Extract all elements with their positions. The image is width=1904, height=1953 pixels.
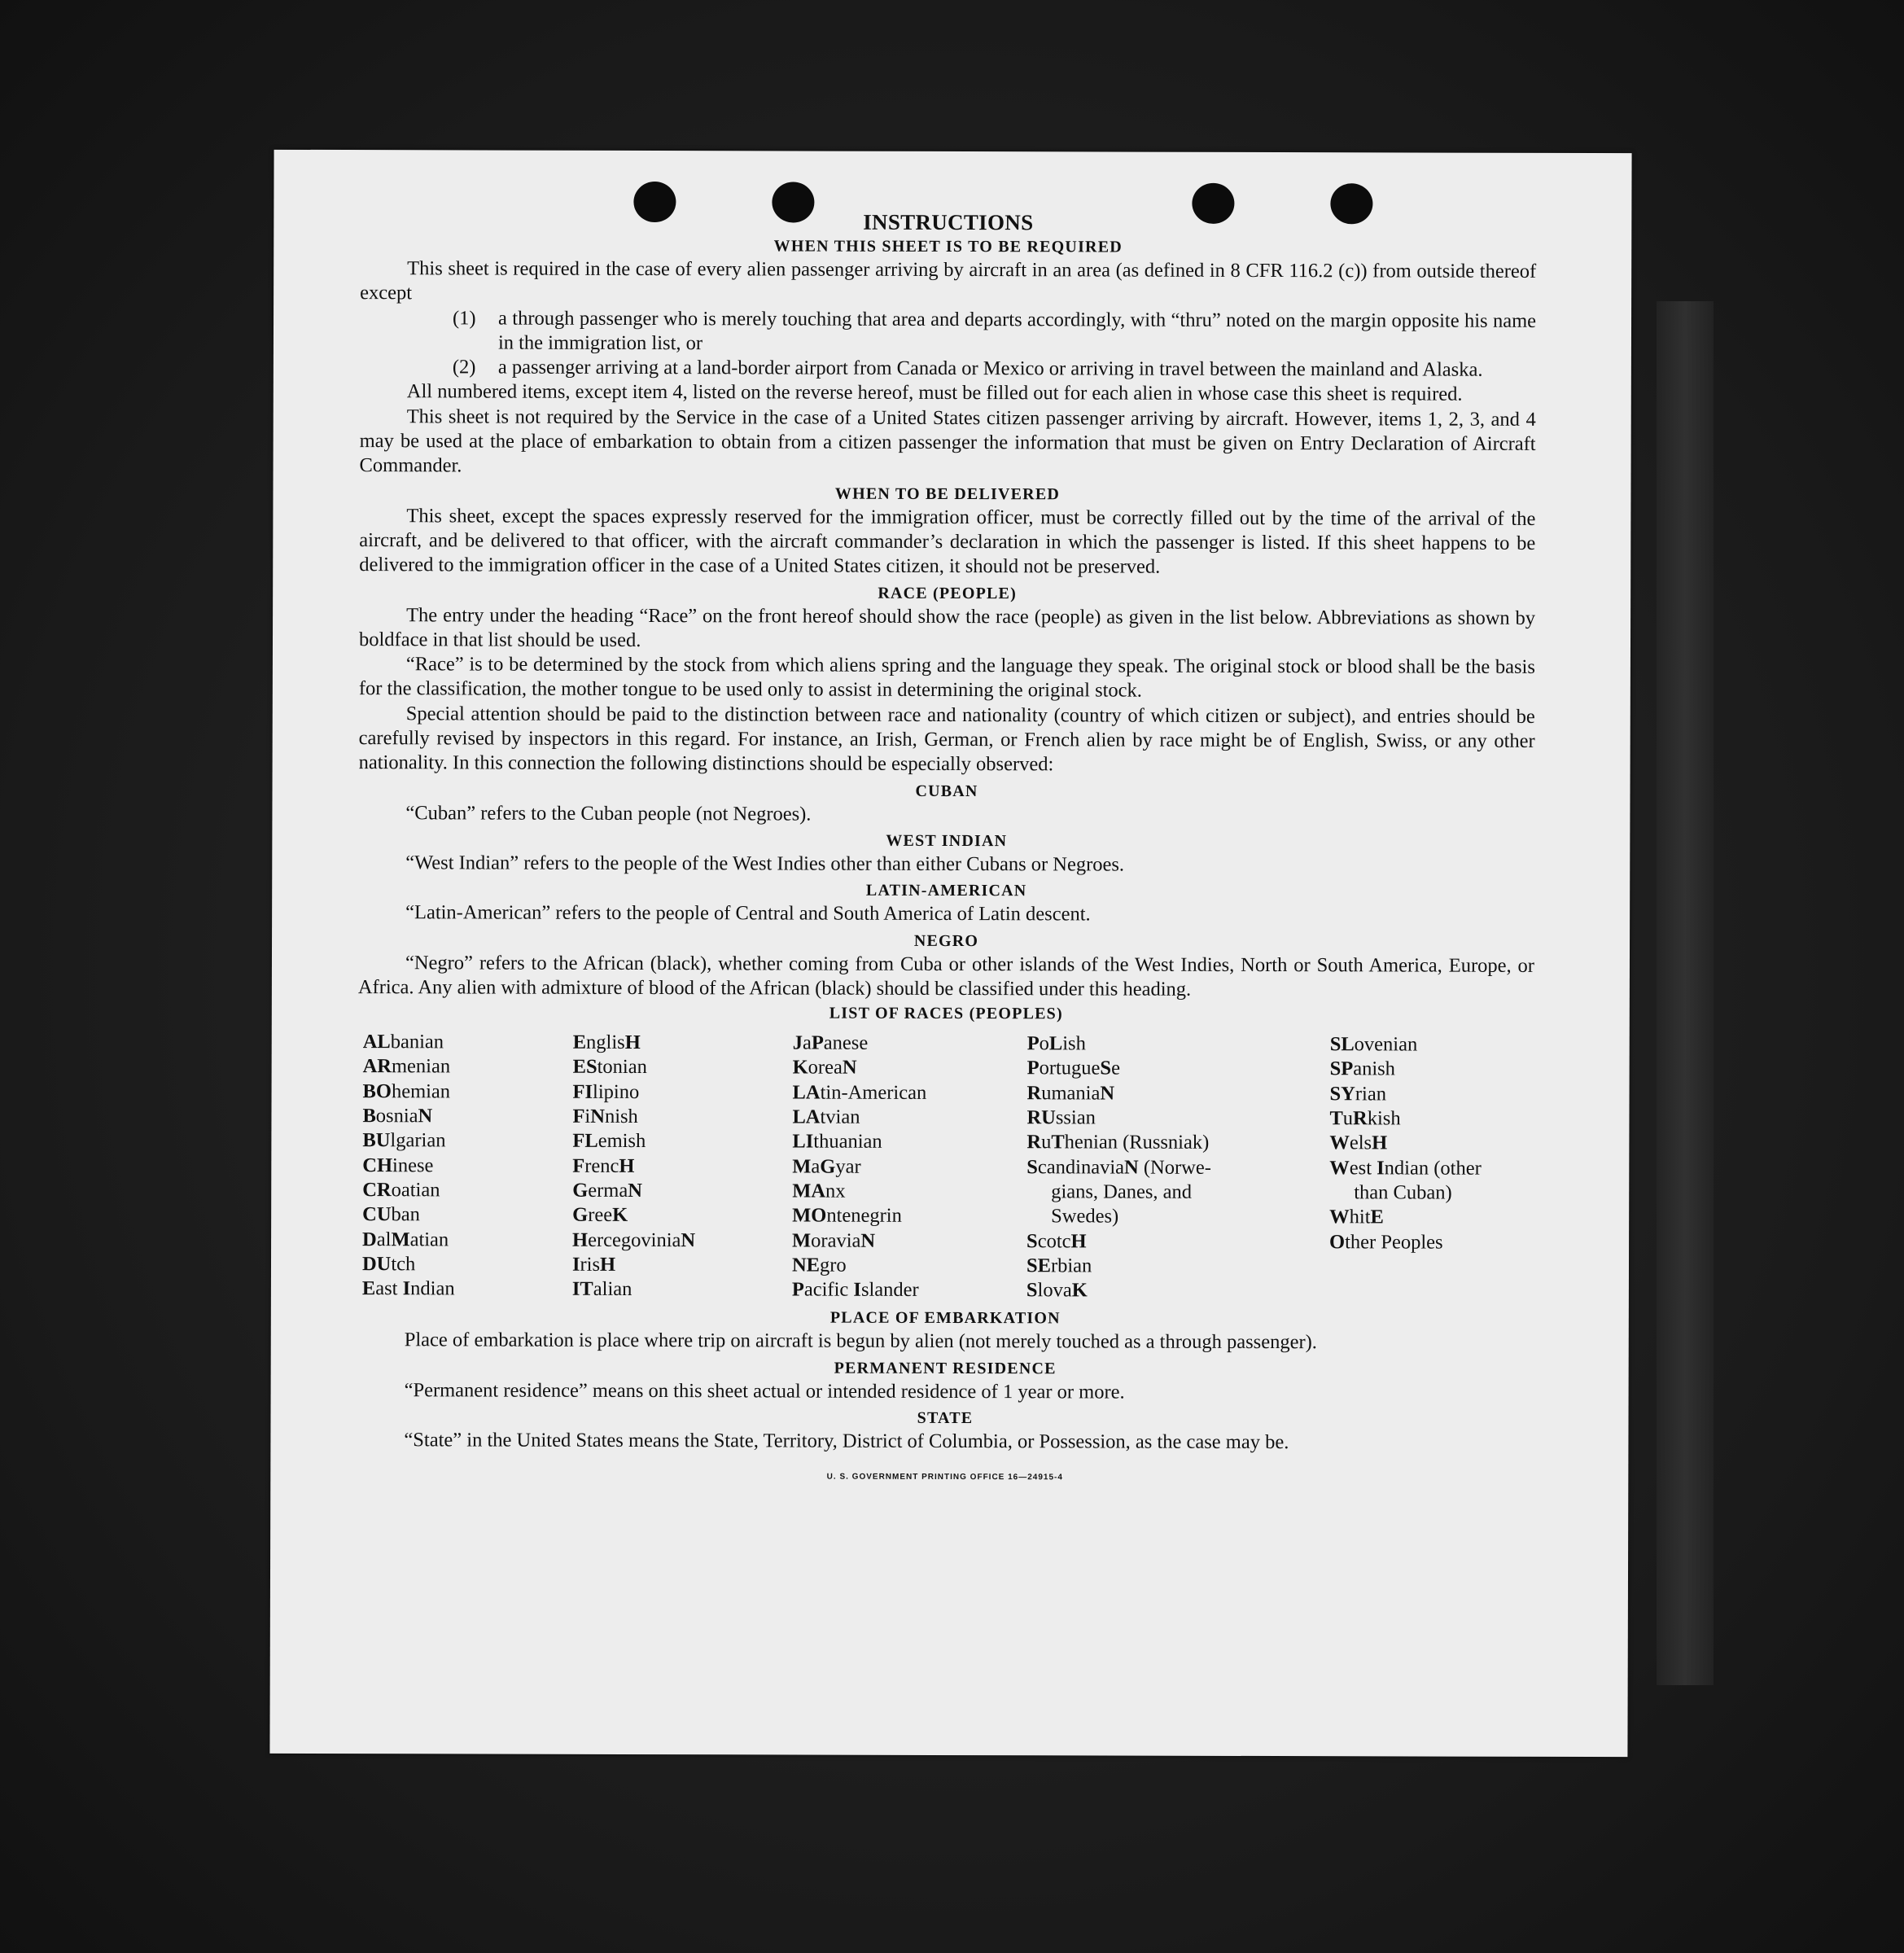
race-column bbox=[362, 1030, 573, 1302]
race-column bbox=[792, 1031, 1027, 1303]
para-west-indian: “West Indian” refers to the people of the West Indies other than either Cubans or Negroes. bbox=[405, 852, 1125, 876]
para-race-2: “Race” is to be determined by the stock from which aliens spring and the language they speak. The original stock or blood shall be the basis for the classification, the mother tongue to be used only to assist in determining the original stock. bbox=[358, 653, 1535, 703]
race-entry: WhitE bbox=[1329, 1206, 1384, 1228]
para-latin-american: “Latin-American” refers to the people of Central and South America of Latin descent. bbox=[405, 901, 1091, 926]
heading-cuban: CUBAN bbox=[915, 782, 978, 800]
race-entry: LAtin-American bbox=[792, 1081, 927, 1104]
race-entry: KoreaN bbox=[792, 1056, 857, 1079]
race-entry: JaPanese bbox=[792, 1031, 869, 1054]
race-entry: DUtch bbox=[361, 1252, 416, 1276]
race-entry: IrisH bbox=[571, 1253, 616, 1276]
race-column bbox=[1026, 1031, 1330, 1303]
race-entry: SlovaK bbox=[1026, 1279, 1088, 1302]
race-entry: MaGyar bbox=[792, 1155, 861, 1178]
heading-west-indian: WEST INDIAN bbox=[886, 831, 1008, 851]
para-residence: “Permanent residence” means on this sheet actual or intended residence of 1 year or more. bbox=[404, 1378, 1125, 1403]
race-column bbox=[1329, 1032, 1539, 1304]
race-entry: FIlipino bbox=[572, 1080, 640, 1103]
sheet-content bbox=[357, 207, 1536, 1491]
race-entry: LAtvian bbox=[792, 1106, 860, 1128]
heading-residence: PERMANENT RESIDENCE bbox=[834, 1359, 1057, 1378]
item-text: a through passenger who is merely touching that area and departs accordingly, with “thru” noted on the margin opposite his name in the immigration list, or bbox=[497, 307, 1537, 355]
race-entry: SErbian bbox=[1026, 1255, 1092, 1277]
race-entry: DalMatian bbox=[362, 1228, 449, 1250]
heading-list-of-races: LIST OF RACES (PEOPLES) bbox=[829, 1004, 1063, 1023]
para-citizen: This sheet is not required by the Service in the case of a United States citizen passenger arriving by aircraft. However, items 1, 2, 3, and 4 may be used at the place of embarkation to obtain from a citizen passenger the information that must be given on Entry Declaration of Aircraft Commander. bbox=[359, 405, 1536, 477]
race-entry: CRoatian bbox=[362, 1179, 440, 1202]
heading-embarkation: PLACE OF EMBARKATION bbox=[829, 1309, 1061, 1328]
race-entry: FrencH bbox=[572, 1154, 635, 1177]
item-number: (2) bbox=[452, 356, 476, 379]
race-entry: CUban bbox=[362, 1203, 420, 1226]
race-entry: Other Peoples bbox=[1329, 1230, 1443, 1254]
para-negro: “Negro” refers to the African (black), whether coming from Cuba or other islands of the West Indies, North or South America, Europe, or Africa. Any alien with admixture of blood of the African (black) should be classified under this heading. bbox=[357, 951, 1534, 1001]
heading-when-required: WHEN THIS SHEET IS TO BE REQUIRED bbox=[773, 237, 1123, 256]
race-entry: East Indian bbox=[361, 1277, 455, 1300]
para-embarkation: Place of embarkation is place where trip on aircraft is begun by alien (not merely touched as a through passenger). bbox=[404, 1329, 1317, 1354]
page-title: INSTRUCTIONS bbox=[863, 209, 1034, 235]
para-when-delivered: This sheet, except the spaces expressly reserved for the immigration officer, must be correctly filled out by the time of the arrival of the aircraft, and be delivered to that officer, with the aircraft commander’s declaration in which the passenger is listed. If this sheet happens to be delivered to the immigration officer in the case of a United States citizen, it should not be preserved. bbox=[359, 504, 1536, 578]
race-entry: CHinese bbox=[362, 1154, 434, 1176]
race-entry: West Indian (other bbox=[1329, 1156, 1482, 1180]
race-entry: HercegoviniaN bbox=[572, 1228, 696, 1251]
list-item bbox=[453, 306, 1536, 358]
race-entry: MoraviaN bbox=[792, 1228, 876, 1252]
race-entry: MAnx bbox=[792, 1180, 846, 1202]
race-entry: RumaniaN bbox=[1026, 1081, 1115, 1105]
race-entry: WelsH bbox=[1329, 1132, 1388, 1154]
race-entry: LIthuanian bbox=[792, 1130, 882, 1154]
list-item bbox=[453, 356, 1536, 383]
printing-office-footer: U. S. GOVERNMENT PRINTING OFFICE 16—24915-4 bbox=[826, 1472, 1063, 1482]
race-entry: EnglisH bbox=[572, 1031, 641, 1054]
race-entry: ScandinaviaN (Norwe- bbox=[1026, 1155, 1211, 1179]
race-entry: FLemish bbox=[572, 1130, 646, 1153]
race-entry: SYrian bbox=[1329, 1082, 1387, 1106]
heading-state: STATE bbox=[917, 1408, 974, 1428]
race-entry: Swedes) bbox=[1051, 1205, 1119, 1228]
race-entry: than Cuban) bbox=[1354, 1181, 1452, 1204]
race-entry: MOntenegrin bbox=[792, 1204, 902, 1228]
race-entry: ScotcH bbox=[1026, 1229, 1087, 1252]
item-text: a passenger arriving at a land-border airport from Canada or Mexico or arriving in travel between the mainland and Alaska. bbox=[497, 356, 1483, 381]
race-entry: EStonian bbox=[572, 1056, 647, 1079]
race-entry: PoLish bbox=[1026, 1032, 1086, 1055]
race-entry: SLovenian bbox=[1329, 1033, 1418, 1056]
race-entry: PortugueSe bbox=[1026, 1057, 1120, 1079]
heading-negro: NEGRO bbox=[913, 931, 979, 950]
race-entry: BUlgarian bbox=[362, 1129, 446, 1152]
heading-latin-american: LATIN-AMERICAN bbox=[865, 881, 1027, 900]
race-entry: BosniaN bbox=[362, 1105, 433, 1128]
race-column bbox=[572, 1031, 793, 1303]
race-entry: RuThenian (Russniak) bbox=[1026, 1131, 1210, 1154]
para-race-1: The entry under the heading “Race” on the front hereof should show the race (people) as given in the list below. Abbreviations as shown by boldface in that list should be used. bbox=[358, 603, 1536, 651]
heading-race: RACE (PEOPLE) bbox=[878, 584, 1017, 602]
race-entry: BOhemian bbox=[362, 1079, 451, 1103]
race-entry: GreeK bbox=[572, 1203, 628, 1227]
para-when-required-intro: This sheet is required in the case of every alien passenger arriving by aircraft in an area (as defined in 8 CFR 116.2 (c)) from outside thereof except bbox=[360, 257, 1537, 304]
para-state: “State” in the United States means the State, Territory, District of Columbia, or Possession, as the case may be. bbox=[404, 1429, 1289, 1454]
race-entry: NEgro bbox=[791, 1254, 847, 1276]
item-number: (1) bbox=[453, 306, 476, 330]
scan-edge-strip bbox=[1657, 301, 1714, 1685]
race-entry: Pacific Islander bbox=[791, 1278, 919, 1301]
para-cuban: “Cuban” refers to the Cuban people (not Negroes). bbox=[405, 801, 812, 825]
races-table bbox=[362, 1030, 1534, 1304]
race-entry: FiNnish bbox=[572, 1105, 638, 1128]
race-entry: RUssian bbox=[1026, 1106, 1096, 1129]
heading-when-delivered: WHEN TO BE DELIVERED bbox=[834, 484, 1061, 504]
race-entry: ARmenian bbox=[362, 1055, 451, 1078]
para-numbered-items: All numbered items, except item 4, listed on the reverse hereof, must be filled out for each alien in whose case this sheet is required. bbox=[406, 380, 1463, 406]
race-entry: ITalian bbox=[571, 1277, 632, 1301]
race-entry: gians, Danes, and bbox=[1051, 1180, 1193, 1203]
para-race-3: Special attention should be paid to the distinction between race and nationality (country of which citizen or subject), and entries should be carefully revised by inspectors in this regard. For instance, an Irish, German, or French alien by race might be of English, Swiss, or any other nationality. In this connection the following distinctions should be especially observed: bbox=[358, 702, 1535, 776]
race-entry: TuRkish bbox=[1329, 1107, 1401, 1130]
race-entry: SPanish bbox=[1329, 1058, 1395, 1080]
race-entry: ALbanian bbox=[362, 1031, 444, 1053]
race-entry: GermaN bbox=[572, 1179, 643, 1202]
instruction-sheet bbox=[269, 150, 1631, 1757]
